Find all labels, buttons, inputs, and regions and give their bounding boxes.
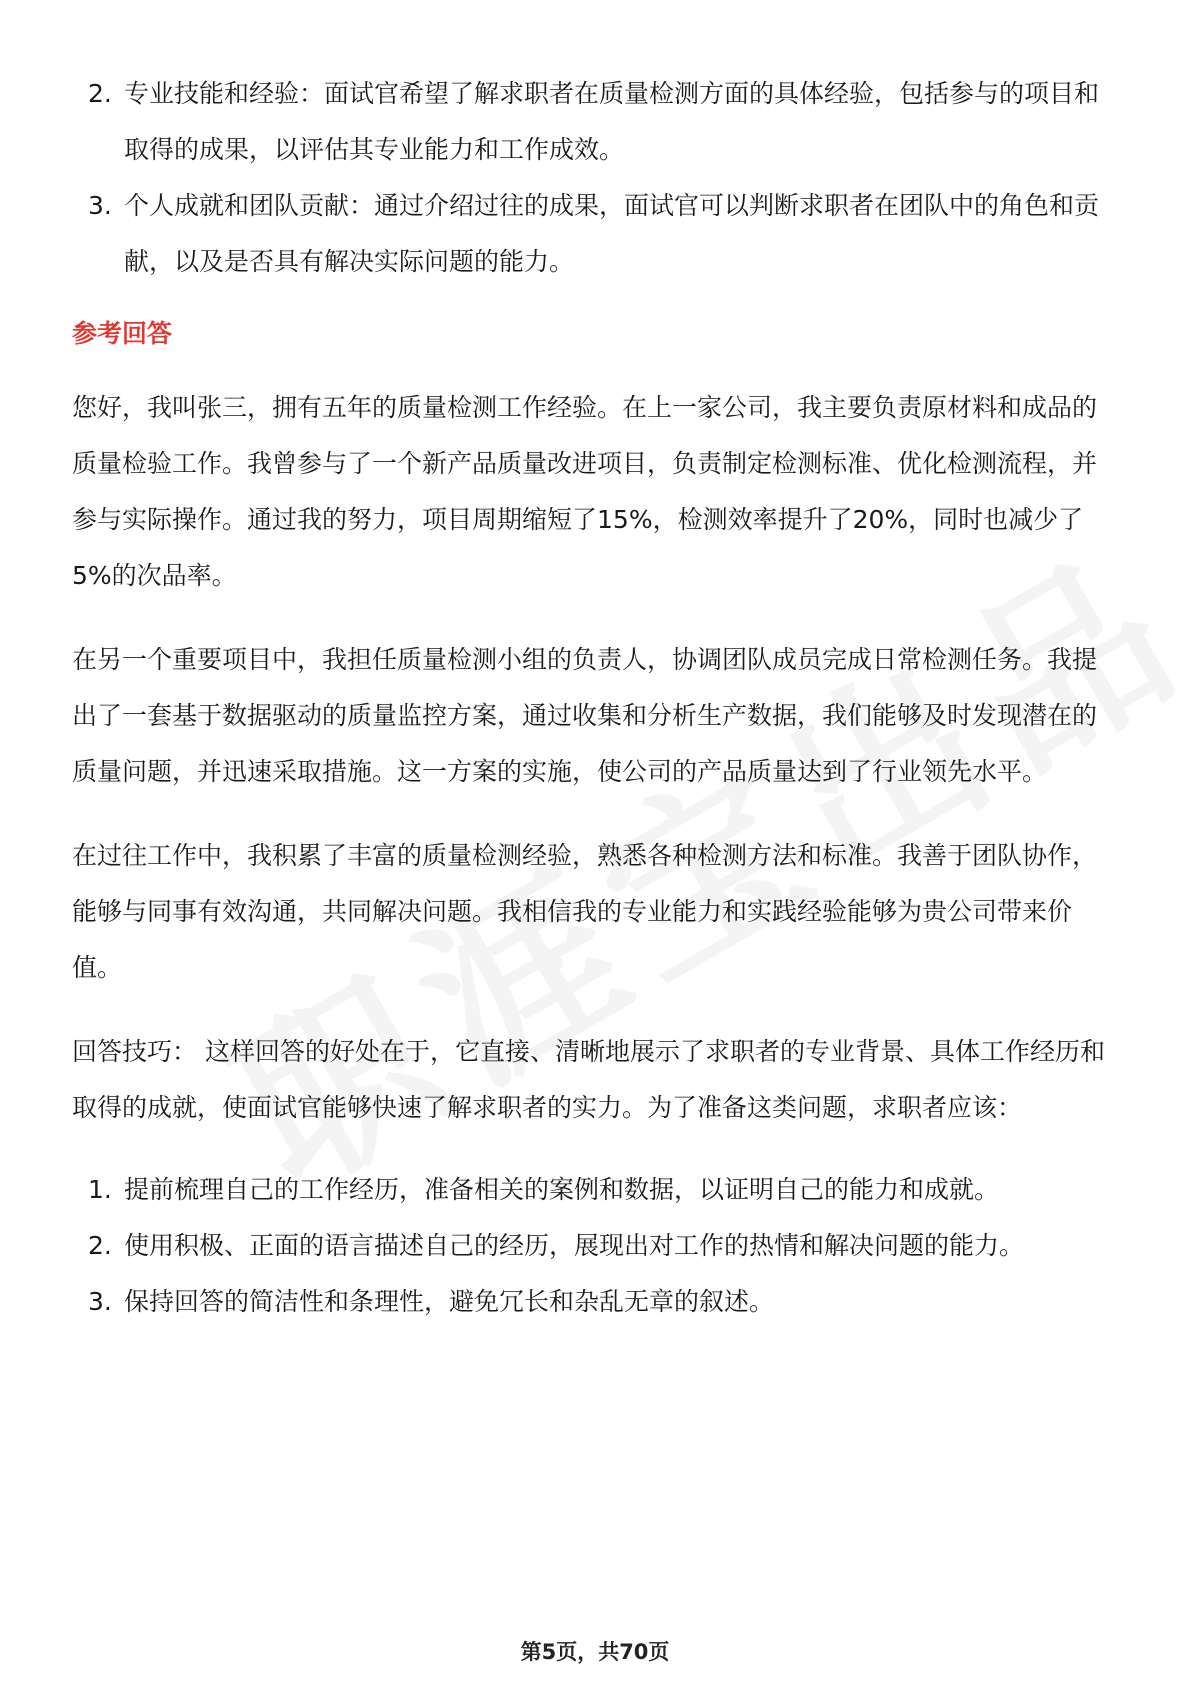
bottom-numbered-list: [72, 1162, 1118, 1330]
list-item-text: 个人成就和团队贡献：通过介绍过往的成果，面试官可以判断求职者在团队中的角色和贡献，以及是否具有解决实际问题的能力。: [124, 191, 1100, 276]
page-footer: 第5页，共70页: [520, 1640, 670, 1664]
tips-paragraph: 回答技巧： 这样回答的好处在于，它直接、清晰地展示了求职者的专业背景、具体工作经历和取得的成就，使面试官能够快速了解求职者的实力。为了准备这类问题，求职者应该：: [72, 1037, 1105, 1122]
list-item-number: 2.: [88, 79, 112, 108]
list-item-number: 3.: [88, 191, 112, 220]
list-item-text: 专业技能和经验：面试官希望了解求职者在质量检测方面的具体经验，包括参与的项目和取得的成果，以评估其专业能力和工作成效。: [124, 79, 1100, 164]
list-item-text: 保持回答的简洁性和条理性，避免冗长和杂乱无章的叙述。: [124, 1287, 775, 1316]
list-item: [72, 66, 1118, 178]
answer-paragraph: 您好，我叫张三，拥有五年的质量检测工作经验。在上一家公司，我主要负责原材料和成品的质量检验工作。我曾参与了一个新产品质量改进项目，负责制定检测标准、优化检测流程，并参与实际操作。通过我的努力，项目周期缩短了15%，检测效率提升了20%，同时也减少了5%的次品率。: [72, 393, 1098, 590]
list-item: [72, 178, 1118, 290]
list-item-number: 3.: [88, 1287, 112, 1316]
list-item: [72, 1162, 1118, 1218]
list-item: [72, 1274, 1118, 1330]
top-numbered-list: [72, 66, 1118, 290]
answer-paragraph: 在过往工作中，我积累了丰富的质量检测经验，熟悉各种检测方法和标准。我善于团队协作，能够与同事有效沟通，共同解决问题。我相信我的专业能力和实践经验能够为贵公司带来价值。: [72, 841, 1098, 982]
section-heading: 参考回答: [72, 319, 173, 348]
list-item-number: 1.: [88, 1175, 112, 1204]
list-item: [72, 1218, 1118, 1274]
answer-paragraph: 在另一个重要项目中，我担任质量检测小组的负责人，协调团队成员完成日常检测任务。我提出了一套基于数据驱动的质量监控方案，通过收集和分析生产数据，我们能够及时发现潜在的质量问题，并迅速采取措施。这一方案的实施，使公司的产品质量达到了行业领先水平。: [72, 645, 1098, 786]
document-page: [72, 66, 1118, 1330]
list-item-text: 提前梳理自己的工作经历，准备相关的案例和数据，以证明自己的能力和成就。: [124, 1175, 1000, 1204]
list-item-number: 2.: [88, 1231, 112, 1260]
list-item-text: 使用积极、正面的语言描述自己的经历，展现出对工作的热情和解决问题的能力。: [124, 1231, 1025, 1260]
